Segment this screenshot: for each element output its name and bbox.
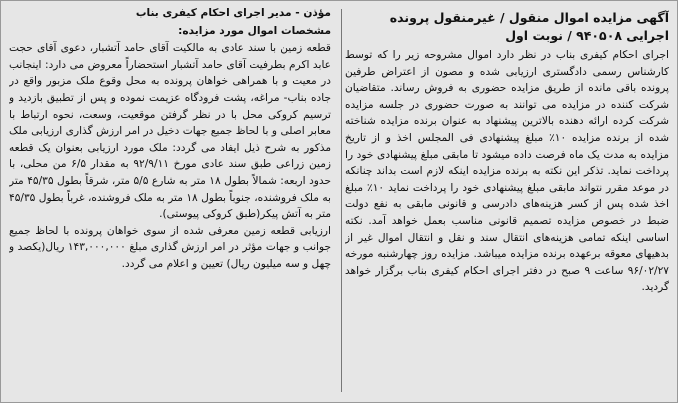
notice-title: آگهی مزایده اموال منقول / غیرمنقول پرونده اجرایی ۹۴۰۵۰۸ / نوبت اول [389,10,669,43]
property-description: قطعه زمین با سند عادی به مالکیت آقای حامد آتشبار، دعوی آقای حجت عابد اکرم بطرفیت آقای حامد آتشبار استحضاراً معروض می دارد: اینجانب در معیت و با همراهی خواهان پرونده به محل وقوع ملک مزبور واقع در جاده بناب- مراغه، پشت فرودگاه عزیمت نموده و پس از تطبیق بازدید و ترسیم کروکی محل با در نظر گرفتن موقعیت، وسعت، نحوه ارتباط با معابر اصلی و با لحاظ جمیع جهات دخیل در امر ارزش گذاری ارزیابی ملک مذکور به شرح ذیل ایفاد می گردد: ملک مورد ارزیابی بعنوان یک قطعه زمین زراعی طبق سند عادی مورخ ۹۲/۹/۱۱ به مقدار ۶/۵ من محلی، با حدود اربعه: شمالاً بطول ۱۸ متر به شارع ۵/۵ متر، شرقاً بطول ۴۵/۳۵ متر به ملک فروشنده، جنوباً بطول ۱۸ متر به ملک فروشنده، غرباً بطول ۴۵/۳۵ متر به آتش پیکر(طبق کروکی پیوستی). [9,42,331,221]
valuation-paragraph: ارزیابی قطعه زمین معرفی شده از سوی خواهان پرونده با لحاظ جمیع جوانب و جهات مؤثر در امر ارزش گذاری مبلغ ۱۴۳,۰۰۰,۰۰۰ ریال(یکصد و چهل و سه میلیون ریال) تعیین و اعلام می گردد. [9,224,331,270]
auction-notice-column [345,5,669,396]
column-divider [341,9,342,392]
property-details-column [9,5,331,396]
notice-body: اجرای احکام کیفری بناب در نظر دارد اموال مشروحه زیر را که توسط کارشناس رسمی دادگستری ارزیابی شده و مصون از اعتراض طرفین پرونده باقی مانده از طریق مزایده حضوری به فروش رساند. متقاضیان شرکت کننده در مزایده می توانند به صورت حضوری در جلسه مزایده شرکت کرده ارائه دهنده بالاترین پیشنهاد به عنوان برنده مزایده شناخته شده از برنده مزایده ۱۰٪ مبلغ پیشنهادی فی المجلس اخذ و از تاریخ مزایده به مدت یک ماه فرصت داده میشود تا مابقی مبلغ پیشنهادی خود را پرداخت نماید. تذکر این نکته به برنده مزایده اینکه لازم است بداند چنانکه در موعد مقرر نتواند مابقی مبلغ پیشنهادی خود را پرداخت نماید ۱۰٪ مبلغ اخذ شده پس از کسر هزینه‌های دادرسی و قانونی مابقی به نفع دولت ضبط در خصوص مزایده تصمیم قانونی مناسب بعمل خواهد آمد. نکته اساسی اینکه تمامی هزینه‌های انتقال سند و نقل و انتقال اموال غیر از بدهیهای معوقه برعهده برنده مزایده میباشد. مزایده روز چهارشنبه مورخه ۹۶/۰۲/۲۷ ساعت ۹ صبح در دفتر اجرای احکام کیفری بناب برگزار خواهد گردید. [345,49,669,294]
signature-line: مؤذن - مدیر اجرای احکام کیفری بناب [135,7,331,19]
section-title: مشخصات اموال مورد مزایده: [178,24,331,37]
